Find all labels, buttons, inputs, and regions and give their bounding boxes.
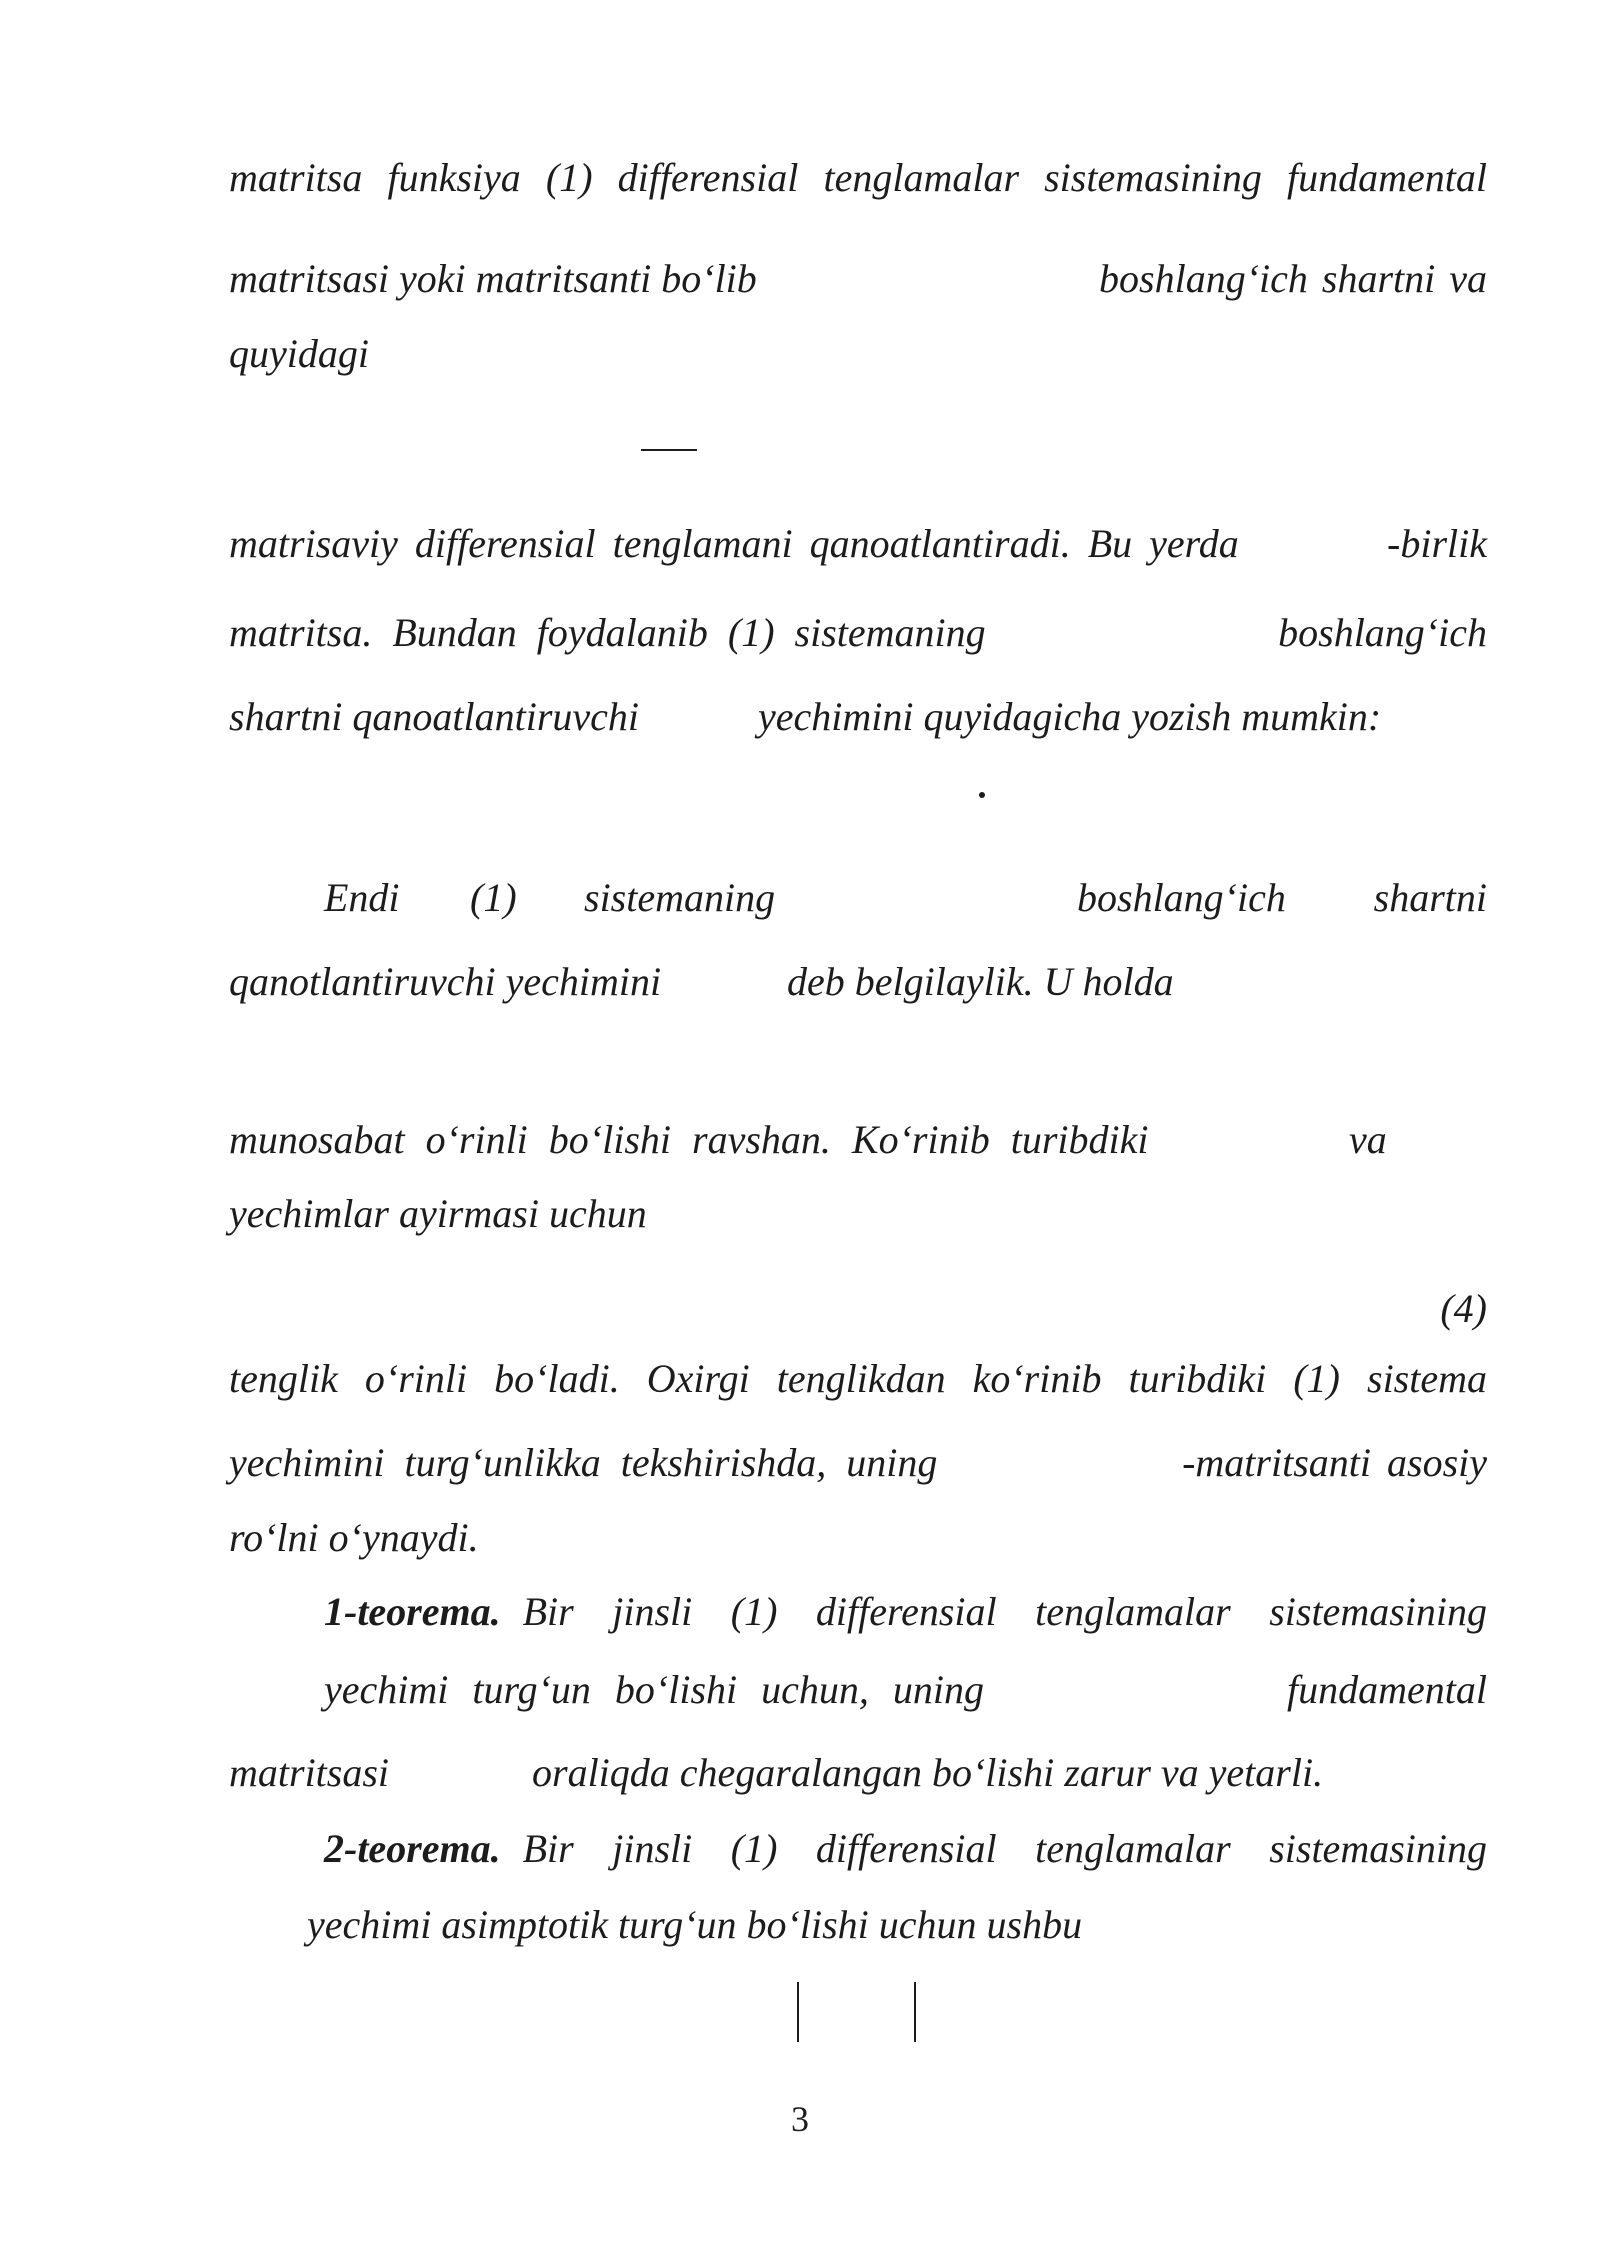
text-line-18: yechimi asimptotik turg‘un bo‘lishi uchun ushbu [307, 1902, 1083, 1947]
text-line-2b: boshlang‘ich shartni va [1099, 256, 1487, 301]
text-line-10: yechimlar ayirmasi uchun [229, 1191, 647, 1236]
fraction-bar [641, 449, 697, 451]
theorem-2-text: Bir jinsli (1) differensial tenglamalar sistemasining [522, 1826, 1487, 1871]
text-line-9b: va [1349, 1117, 1387, 1162]
text-line-2a: matritsasi yoki matritsanti bo‘lib [229, 256, 757, 301]
text-line-16a: matritsasi [229, 1750, 390, 1795]
text-line-4a: matrisaviy differensial tenglamani qanoatlantiradi. Bu yerda [229, 521, 1239, 566]
text-line-12a: yechimini turg‘unlikka tekshirishda, uning [229, 1440, 938, 1485]
paragraph-text: tenglik o‘rinli bo‘ladi. Oxirgi tenglikdan ko‘rinib turibdiki (1) sistema [229, 1356, 1487, 1401]
page-number: 3 [791, 2099, 809, 2139]
abs-bar-left [797, 1982, 799, 2042]
text-line-5b: boshlang‘ich [1278, 610, 1487, 655]
theorem-2-label: 2-teorema. [324, 1826, 501, 1871]
text-line-4b: -birlik [1387, 521, 1487, 566]
equation-number: (4) [1440, 1286, 1487, 1331]
text-line-3: quyidagi [229, 331, 369, 376]
abs-bar-right [914, 1982, 916, 2042]
theorem-1-label: 1-teorema. [324, 1589, 501, 1634]
text-line-7c: sistemaning [584, 875, 776, 920]
text-line-11 [229, 1356, 1487, 1402]
theorem-1-text: Bir jinsli (1) differensial tenglamalar sistemasining [522, 1589, 1487, 1634]
text-line-13: ro‘lni o‘ynaydi. [229, 1515, 479, 1560]
text-line-6b: yechimini quyidagicha yozish mumkin: [758, 694, 1382, 739]
text-line-7a: Endi [324, 875, 400, 920]
text-line-7e: shartni [1373, 875, 1487, 920]
text-line-15b: fundamental [1287, 1667, 1487, 1712]
text-line-7d: boshlang‘ich [1077, 875, 1286, 920]
text-line-15a: yechimi turg‘un bo‘lishi uchun, uning [324, 1667, 984, 1712]
theorem-1-line [324, 1589, 1487, 1635]
text-line-8a: qanotlantiruvchi yechimini [229, 959, 662, 1004]
theorem-2-line [324, 1826, 1487, 1872]
text-line-16b: oraliqda chegaralangan bo‘lishi zarur va yetarli. [532, 1750, 1324, 1795]
text-line-7b: (1) [470, 875, 517, 920]
text-line-5a: matritsa. Bundan foydalanib (1) sistemaning [229, 610, 986, 655]
paragraph-text: matritsa funksiya (1) differensial tenglamalar sistemasining fundamental [229, 155, 1487, 200]
text-line-12b: -matritsanti asosiy [1182, 1440, 1487, 1485]
text-line-6a: shartni qanoatlantiruvchi [229, 694, 639, 739]
formula-period [979, 792, 985, 798]
text-line-1 [229, 155, 1487, 201]
text-line-9a: munosabat o‘rinli bo‘lishi ravshan. Ko‘rinib turibdiki [229, 1117, 1149, 1162]
text-line-8b: deb belgilaylik. U holda [787, 959, 1174, 1004]
